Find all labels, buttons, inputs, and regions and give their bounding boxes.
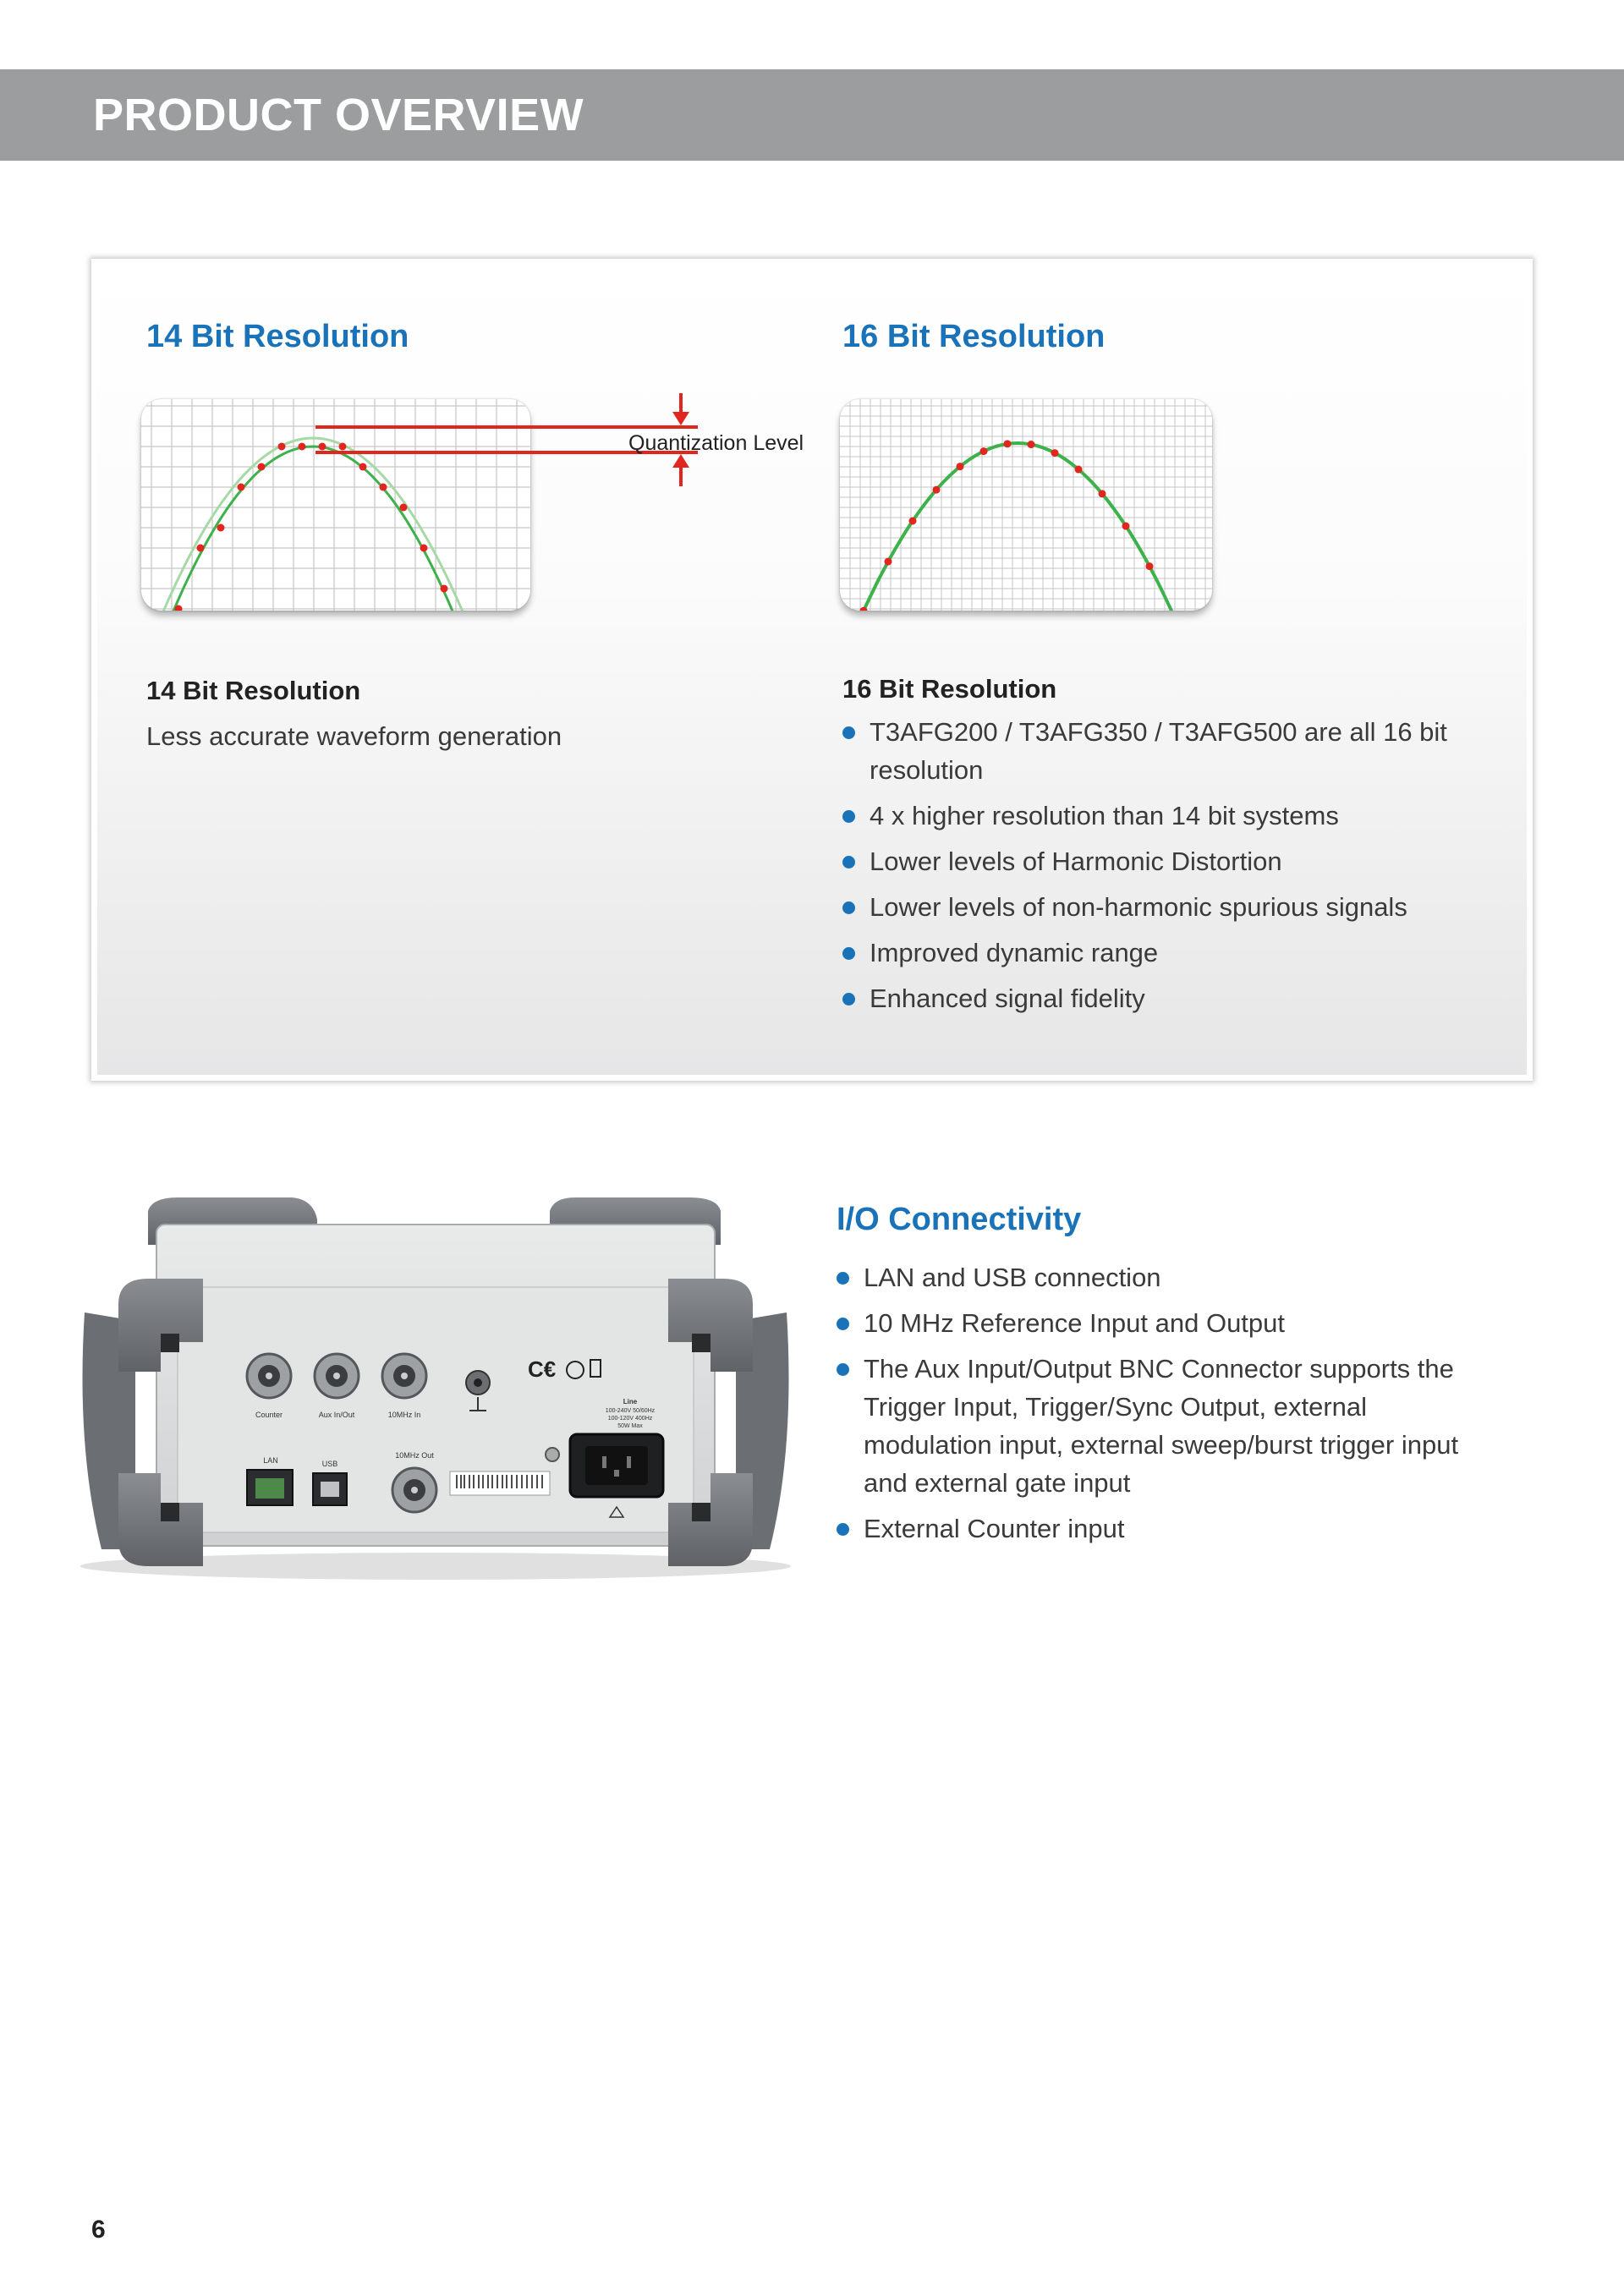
- sample-point: [957, 463, 964, 470]
- label-counter: Counter: [255, 1411, 283, 1419]
- sample-point: [980, 447, 988, 455]
- label-10mhz-in: 10MHz In: [387, 1411, 421, 1419]
- sample-point: [217, 524, 225, 532]
- page-number: 6: [91, 2216, 106, 2244]
- graph-16bit: [840, 399, 1212, 611]
- bnc-10mhz-out-icon: [392, 1468, 436, 1512]
- graph-16bit-svg: [840, 399, 1212, 611]
- bullets-16bit: [842, 713, 1485, 1025]
- description-14bit: Less accurate waveform generation: [146, 721, 562, 751]
- bullet-item: 10 MHz Reference Input and Output: [837, 1304, 1479, 1342]
- bullet-item: Lower levels of non-harmonic spurious signals: [842, 888, 1485, 926]
- quantization-label: Quantization Level: [628, 431, 804, 455]
- sample-point: [400, 504, 408, 512]
- waveform-curve: [857, 443, 1178, 611]
- label-10mhz-out: 10MHz Out: [395, 1451, 434, 1460]
- resolution-panel: [91, 259, 1533, 1081]
- header-bar: [0, 69, 1624, 161]
- sample-point: [238, 484, 245, 491]
- label-line: Line: [623, 1398, 638, 1406]
- sample-point: [1051, 449, 1059, 457]
- bnc-10mhz-in-icon: [382, 1354, 426, 1398]
- sample-point: [1122, 523, 1130, 530]
- label-line-spec-3: 50W Max: [617, 1423, 643, 1429]
- sample-point: [299, 443, 306, 451]
- bullet-item: External Counter input: [837, 1510, 1479, 1548]
- bullets-io: [837, 1258, 1479, 1555]
- bullet-item: 4 x higher resolution than 14 bit systems: [842, 797, 1485, 835]
- arrow-down-head-icon: [672, 412, 689, 425]
- device-rear-panel-image: [68, 1194, 804, 1583]
- sample-point: [1099, 490, 1106, 497]
- bullet-item: Improved dynamic range: [842, 934, 1485, 972]
- label-line-spec-1: 100-240V 50/60Hz: [605, 1408, 656, 1414]
- bnc-counter-icon: [247, 1354, 291, 1398]
- subheading-16bit: 16 Bit Resolution: [842, 674, 1057, 704]
- foot-pad: [692, 1503, 710, 1521]
- svg-text:C€: C€: [528, 1356, 557, 1382]
- arrow-up-head-icon: [672, 454, 689, 468]
- usb-port-inner: [321, 1482, 339, 1497]
- heading-14bit: 14 Bit Resolution: [146, 319, 409, 354]
- label-line-spec-2: 100-120V 400Hz: [607, 1416, 653, 1422]
- subheading-14bit: 14 Bit Resolution: [146, 676, 361, 705]
- sample-point: [258, 463, 266, 471]
- serial-barcode-icon: [450, 1471, 550, 1495]
- bullet-item: LAN and USB connection: [837, 1258, 1479, 1296]
- heading-io-connectivity: I/O Connectivity: [837, 1202, 1082, 1237]
- sample-point: [1146, 562, 1154, 570]
- sample-point: [420, 545, 428, 552]
- foot-pad: [161, 1334, 179, 1352]
- heading-16bit: 16 Bit Resolution: [842, 319, 1106, 354]
- sample-point: [1028, 441, 1035, 448]
- sample-point: [441, 585, 448, 593]
- sample-point: [278, 443, 286, 451]
- sample-point: [1004, 440, 1012, 447]
- label-usb: USB: [321, 1460, 338, 1468]
- page-title: PRODUCT OVERVIEW: [93, 90, 584, 140]
- bnc-aux-icon: [315, 1354, 359, 1398]
- sample-point: [933, 486, 941, 494]
- foot-pad: [692, 1334, 710, 1352]
- foot-pad: [161, 1503, 179, 1521]
- bullet-item: Lower levels of Harmonic Distortion: [842, 842, 1485, 880]
- sample-point: [1075, 466, 1083, 474]
- sample-point: [197, 545, 205, 552]
- lan-port-inner: [255, 1478, 284, 1499]
- sample-point: [909, 518, 917, 525]
- label-aux: Aux In/Out: [318, 1411, 355, 1419]
- bullet-item: T3AFG200 / T3AFG350 / T3AFG500 are all 16 bit resolution: [842, 713, 1485, 789]
- label-lan: LAN: [263, 1456, 278, 1465]
- sample-point: [885, 558, 892, 566]
- bullet-item: Enhanced signal fidelity: [842, 979, 1485, 1017]
- bullet-item: The Aux Input/Output BNC Connector supports the Trigger Input, Trigger/Sync Output, external modulation input, external sweep/burst trigger input and external gate input: [837, 1350, 1479, 1502]
